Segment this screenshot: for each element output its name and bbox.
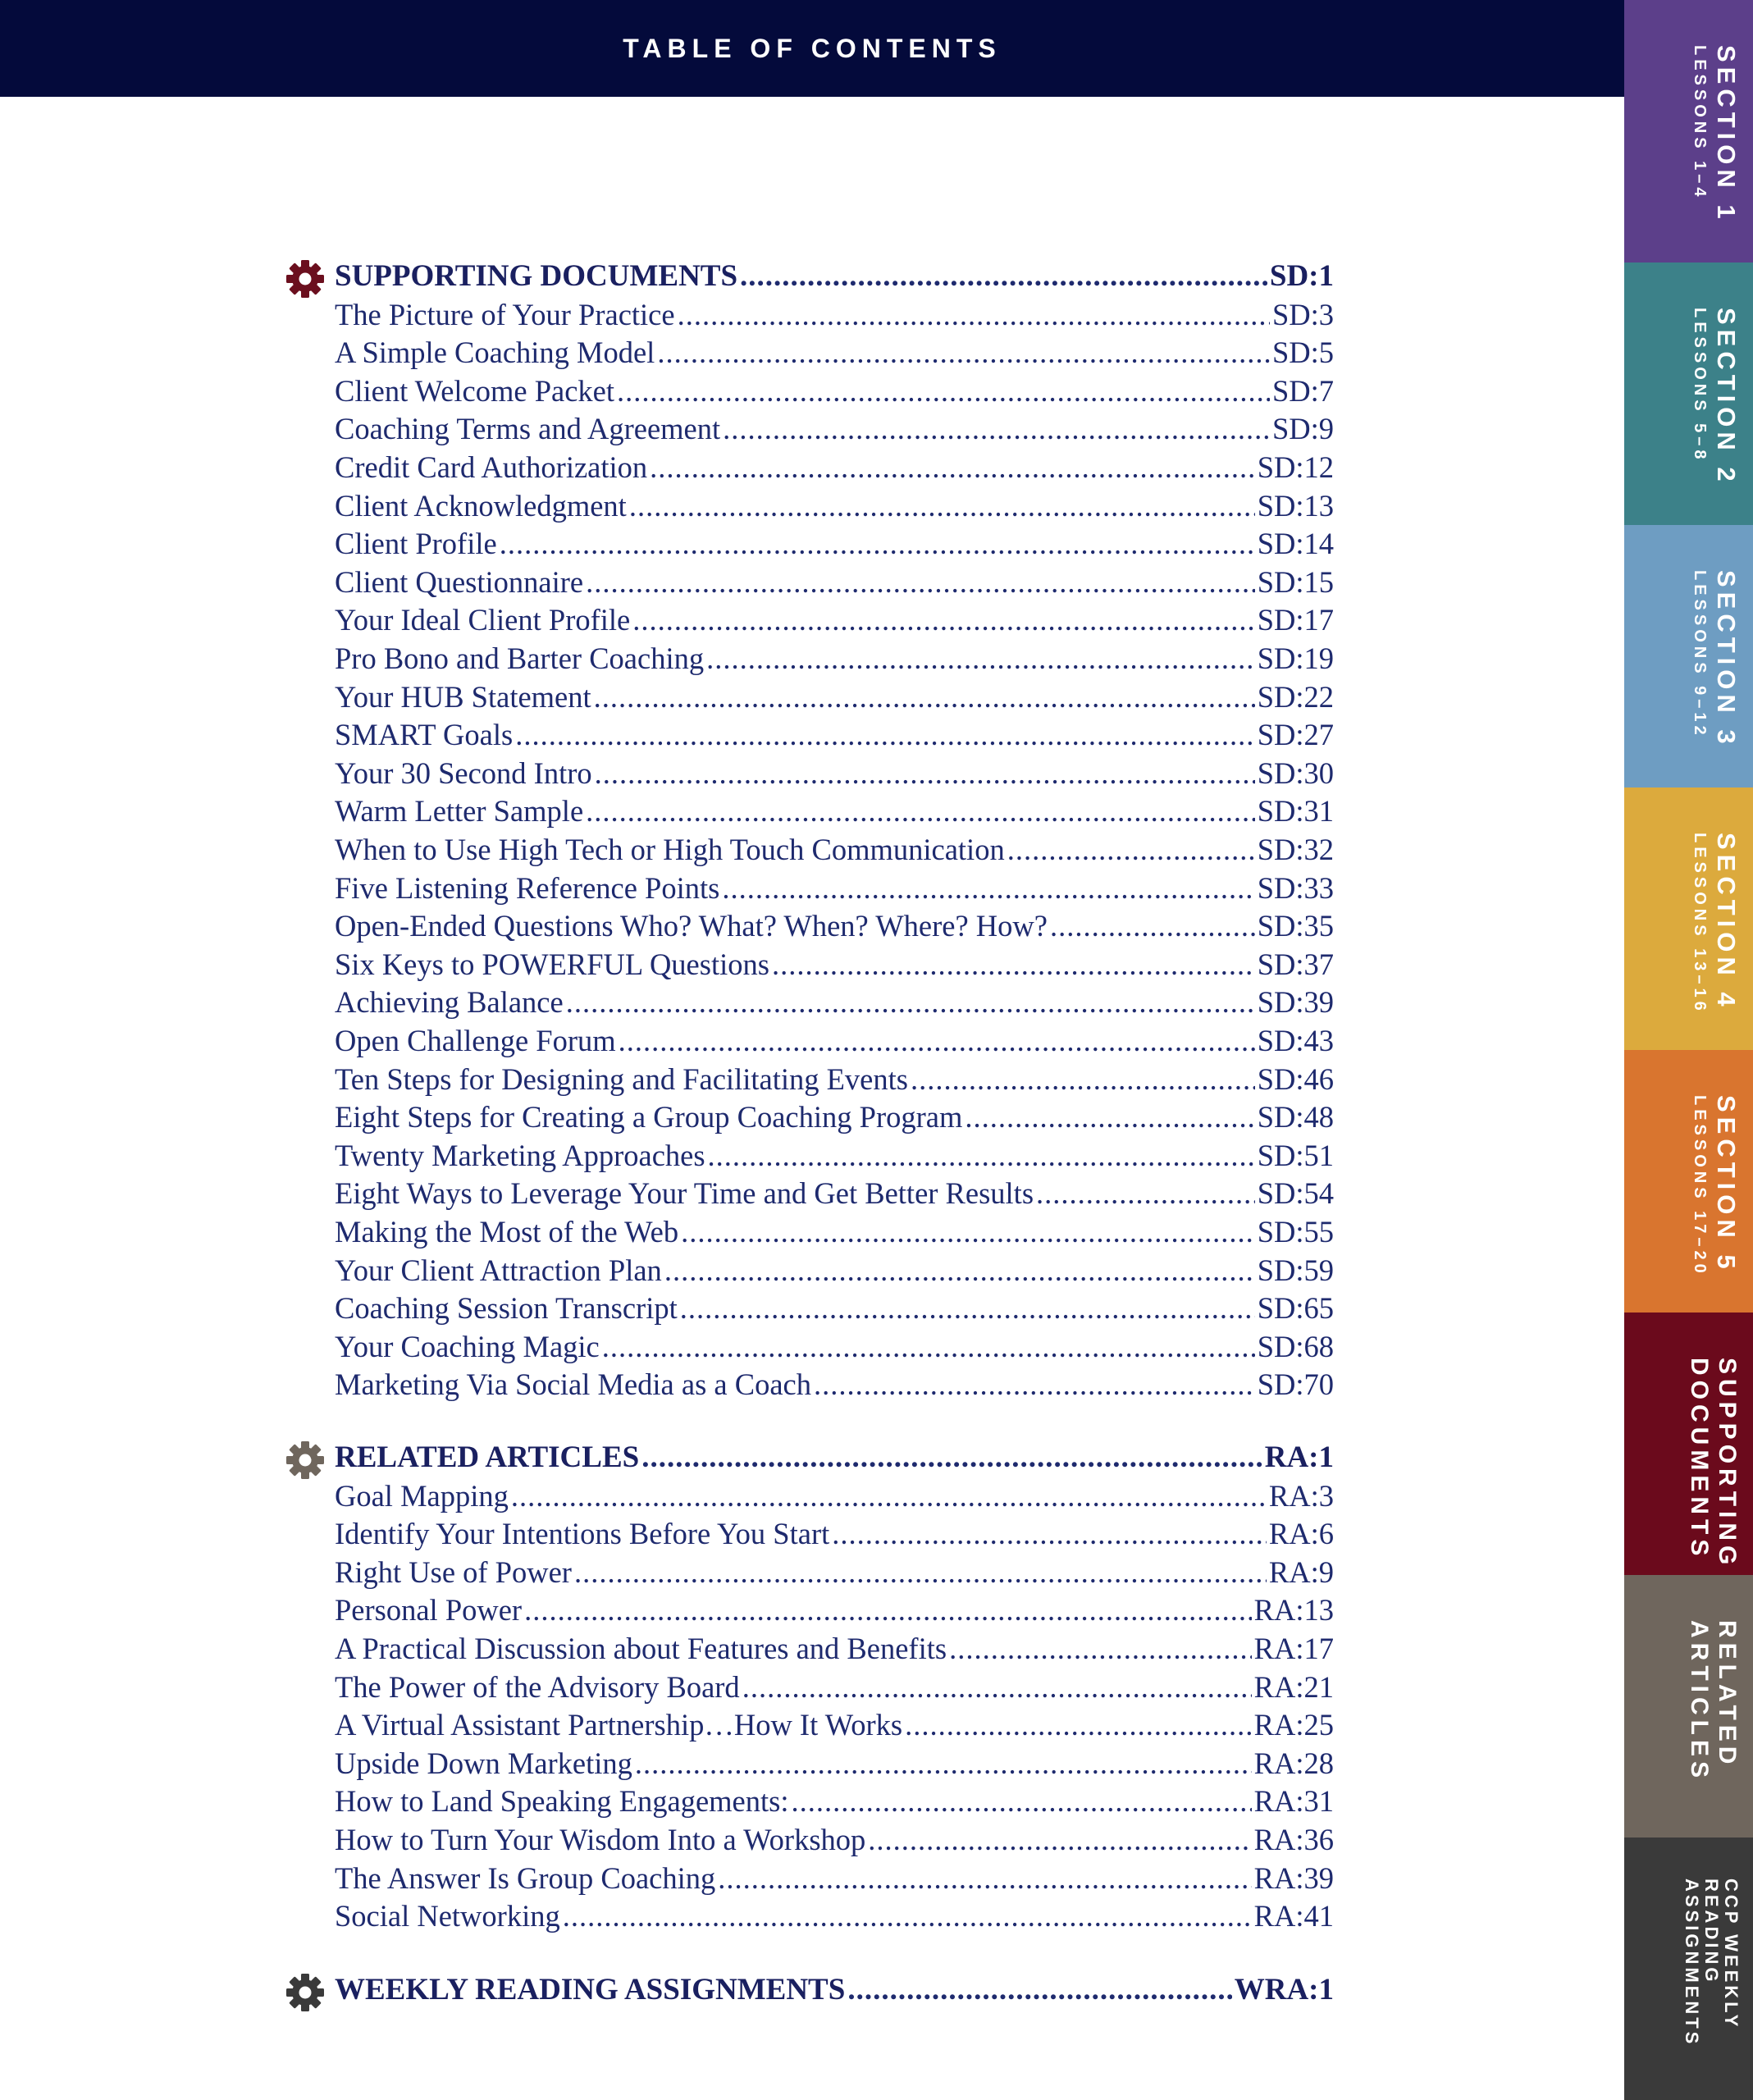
toc-entry[interactable] — [335, 1098, 1334, 1136]
entry-label: Client Welcome Packet — [335, 373, 615, 408]
entry-label: Ten Steps for Designing and Facilitating Events — [335, 1061, 908, 1096]
entry-label: The Answer Is Group Coaching — [335, 1860, 716, 1895]
dot-leader — [641, 1439, 1262, 1477]
entry-label: Client Acknowledgment — [335, 488, 627, 523]
dot-leader — [905, 1706, 1252, 1744]
page-title: TABLE OF CONTENTS — [623, 33, 1002, 63]
entry-page-number: SD:30 — [1257, 756, 1334, 790]
entry-label: When to Use High Tech or High Touch Communication — [335, 833, 1005, 866]
toc-entry[interactable] — [335, 1783, 1334, 1820]
entry-page-number: RA:21 — [1253, 1669, 1334, 1704]
toc-entry[interactable] — [335, 296, 1334, 334]
toc-entry[interactable] — [335, 487, 1334, 525]
toc-entry[interactable] — [335, 1137, 1334, 1175]
section-tabs — [1624, 0, 1753, 2048]
entry-page-number: SD:43 — [1257, 1024, 1334, 1057]
toc-entry[interactable] — [335, 716, 1334, 754]
entry-page-number: SD:35 — [1257, 909, 1334, 943]
tab-label-secondary: READING — [1701, 1879, 1722, 1985]
dot-leader — [566, 984, 1255, 1021]
toc-entry[interactable] — [335, 449, 1334, 486]
toc-entry[interactable] — [335, 870, 1334, 907]
entry-label: Twenty Marketing Approaches — [335, 1138, 705, 1172]
toc-entry[interactable] — [335, 1022, 1334, 1060]
dot-leader — [1036, 1175, 1255, 1212]
section-heading[interactable] — [335, 1439, 1334, 1477]
tab-label-primary: SECTION 4 — [1712, 833, 1741, 1011]
entry-page-number: RA:9 — [1268, 1554, 1334, 1589]
toc-entry[interactable] — [335, 640, 1334, 678]
tab-label-secondary: DOCUMENTS — [1686, 1358, 1713, 1561]
tab-related-articles[interactable] — [1624, 1575, 1753, 1838]
entry-label: Making the Most of the Web — [335, 1215, 679, 1249]
gear-icon — [285, 258, 326, 299]
tab-label-primary: SECTION 1 — [1712, 45, 1741, 224]
dot-leader — [563, 1897, 1252, 1935]
dot-leader — [657, 334, 1270, 372]
entry-label: Social Networking — [335, 1899, 560, 1933]
dot-leader — [949, 1630, 1252, 1668]
tab-label-primary: SECTION 3 — [1712, 570, 1741, 749]
toc-entry[interactable] — [335, 1366, 1334, 1404]
dot-leader — [524, 1591, 1252, 1629]
entry-page-number: SD:59 — [1257, 1253, 1334, 1287]
section-heading[interactable] — [335, 1971, 1334, 2009]
gear-icon — [285, 1440, 326, 1481]
entry-page-number: SD:5 — [1271, 336, 1334, 370]
tab-section-2-lessons-5-8[interactable] — [1624, 262, 1753, 525]
dot-leader — [708, 1137, 1255, 1175]
toc-entry[interactable] — [335, 792, 1334, 830]
entry-label: Personal Power — [335, 1593, 523, 1628]
dot-leader — [650, 449, 1255, 486]
entry-page-number: RA:31 — [1253, 1784, 1334, 1819]
entry-page-number: SD:54 — [1257, 1176, 1334, 1211]
dot-leader — [1007, 831, 1255, 869]
entry-label: Coaching Session Transcript — [335, 1291, 678, 1326]
dot-leader — [635, 1745, 1252, 1783]
entry-label: Your Coaching Magic — [335, 1329, 600, 1363]
entry-label: Six Keys to POWERFUL Questions — [335, 947, 769, 981]
tab-label-secondary: LESSONS 13–16 — [1691, 833, 1709, 1015]
dot-leader — [617, 372, 1270, 410]
toc-entry[interactable] — [335, 1591, 1334, 1629]
section-heading[interactable] — [335, 258, 1334, 295]
entry-page-number: SD:32 — [1257, 833, 1334, 866]
entry-page-number: SD:51 — [1257, 1138, 1334, 1172]
toc-entry[interactable] — [335, 564, 1334, 601]
toc-entry[interactable] — [335, 1515, 1334, 1553]
entry-page-number: SD:31 — [1257, 794, 1334, 829]
entry-page-number: SD:14 — [1257, 527, 1334, 561]
toc-entry[interactable] — [335, 372, 1334, 410]
toc-entry[interactable] — [335, 1252, 1334, 1290]
toc-entry[interactable] — [335, 1745, 1334, 1783]
dot-leader — [586, 564, 1255, 601]
entry-page-number: SD:19 — [1257, 641, 1334, 675]
entry-label: Coaching Terms and Agreement — [335, 412, 721, 446]
toc-entry[interactable] — [335, 678, 1334, 716]
tab-section-1-lessons-1-4[interactable] — [1624, 0, 1753, 262]
toc-entry[interactable] — [335, 984, 1334, 1021]
entry-label: How to Land Speaking Engagements: — [335, 1784, 789, 1819]
toc-entry[interactable] — [335, 907, 1334, 945]
entry-label: Credit Card Authorization — [335, 450, 648, 484]
section-heading-label: WEEKLY READING ASSIGNMENTS — [335, 1973, 846, 2006]
entry-label: Your HUB Statement — [335, 679, 591, 714]
toc-entry[interactable] — [335, 1630, 1334, 1668]
entry-label: Your Client Attraction Plan — [335, 1253, 662, 1287]
dot-leader — [511, 1477, 1267, 1515]
toc-entry[interactable] — [335, 755, 1334, 792]
tab-label-secondary: LESSONS 9–12 — [1691, 570, 1709, 739]
entry-label: Goal Mapping — [335, 1478, 509, 1513]
dot-leader — [742, 1669, 1252, 1706]
entry-page-number: SD:13 — [1257, 488, 1334, 523]
entry-page-number: SD:55 — [1257, 1215, 1334, 1249]
dot-leader — [586, 792, 1255, 830]
dot-leader — [574, 1554, 1267, 1591]
entry-label: Your Ideal Client Profile — [335, 603, 631, 637]
toc-entry[interactable] — [335, 525, 1334, 563]
gear-icon — [285, 1972, 326, 2013]
dot-leader — [832, 1515, 1267, 1553]
entry-page-number: SD:22 — [1257, 679, 1334, 714]
entry-label: A Practical Discussion about Features and Benefits — [335, 1632, 947, 1665]
tab-label-primary: RELATED — [1714, 1620, 1741, 1769]
entry-label: Identify Your Intentions Before You Start — [335, 1517, 830, 1551]
dot-leader — [722, 870, 1254, 907]
entry-page-number: SD:12 — [1257, 450, 1334, 484]
entry-label: A Simple Coaching Model — [335, 336, 655, 370]
entry-page-number: SD:37 — [1257, 947, 1334, 981]
tab-label-tertiary: ASSIGNMENTS — [1682, 1879, 1702, 2048]
tab-section-3-lessons-9-12[interactable] — [1624, 525, 1753, 788]
tab-supporting-documents[interactable] — [1624, 1312, 1753, 1575]
entry-label: The Picture of Your Practice — [335, 297, 675, 331]
toc-entry[interactable] — [335, 1477, 1334, 1515]
dot-leader — [718, 1860, 1251, 1897]
toc-entry[interactable] — [335, 601, 1334, 639]
entry-label: Right Use of Power — [335, 1554, 572, 1589]
tab-ccp-weekly-reading[interactable] — [1624, 1838, 1753, 2100]
toc-entry[interactable] — [335, 1554, 1334, 1591]
dot-leader — [602, 1328, 1255, 1366]
entry-page-number: SD:46 — [1257, 1061, 1334, 1096]
entry-label: A Virtual Assistant Partnership…How It Works — [335, 1708, 903, 1742]
entry-page-number: SD:70 — [1257, 1367, 1334, 1402]
dot-leader — [680, 1290, 1255, 1327]
toc-entry[interactable] — [335, 831, 1334, 869]
dot-leader — [723, 410, 1270, 448]
entry-label: The Power of the Advisory Board — [335, 1669, 740, 1704]
entry-page-number: RA:3 — [1268, 1478, 1334, 1513]
entry-page-number: SD:65 — [1257, 1291, 1334, 1326]
tab-section-4-lessons-13-16[interactable] — [1624, 788, 1753, 1050]
tab-label-primary: CCP WEEKLY — [1721, 1879, 1742, 2030]
entry-page-number: RA:25 — [1253, 1708, 1334, 1742]
dot-leader — [847, 1971, 1231, 2009]
entry-label: Warm Letter Sample — [335, 794, 584, 829]
entry-page-number: SD:3 — [1271, 297, 1334, 331]
entry-page-number: SD:7 — [1271, 373, 1334, 408]
entry-page-number: RA:13 — [1253, 1593, 1334, 1628]
entry-page-number: SD:15 — [1257, 564, 1334, 599]
entry-label: Five Listening Reference Points — [335, 870, 720, 905]
entry-label: Eight Ways to Leverage Your Time and Get Better Results — [335, 1176, 1034, 1211]
toc-entry[interactable] — [335, 410, 1334, 448]
toc-entry[interactable] — [335, 946, 1334, 984]
entry-label: SMART Goals — [335, 718, 514, 752]
dot-leader — [965, 1098, 1254, 1136]
tab-label-primary: SECTION 2 — [1712, 308, 1741, 486]
toc-entry[interactable] — [335, 1669, 1334, 1706]
toc-entry[interactable] — [335, 1061, 1334, 1098]
entry-label: Client Profile — [335, 527, 497, 561]
toc-entry[interactable] — [335, 1821, 1334, 1859]
toc-entry[interactable] — [335, 1213, 1334, 1251]
entry-label: How to Turn Your Wisdom Into a Workshop — [335, 1823, 866, 1856]
entry-page-number: RA:28 — [1253, 1746, 1334, 1780]
toc-entry[interactable] — [335, 1897, 1334, 1935]
entry-label: Open Challenge Forum — [335, 1024, 616, 1057]
entry-label: Open-Ended Questions Who? What? When? Where? How? — [335, 909, 1048, 943]
tab-section-5-lessons-17-20[interactable] — [1624, 1050, 1753, 1312]
dot-leader — [681, 1213, 1255, 1251]
dot-leader — [632, 601, 1254, 639]
entry-label: Pro Bono and Barter Coaching — [335, 641, 705, 675]
dot-leader — [740, 258, 1267, 295]
entry-page-number: RA:6 — [1268, 1517, 1334, 1551]
entry-page-number: SD:27 — [1257, 718, 1334, 752]
dot-leader — [500, 525, 1255, 563]
toc-entry[interactable] — [335, 1328, 1334, 1366]
entry-page-number: SD:39 — [1257, 985, 1334, 1020]
dot-leader — [814, 1366, 1255, 1404]
dot-leader — [1050, 907, 1255, 945]
entry-page-number: SD:68 — [1257, 1329, 1334, 1363]
dot-leader — [594, 678, 1255, 716]
entry-label: Client Questionnaire — [335, 564, 584, 599]
dot-leader — [595, 755, 1255, 792]
entry-label: Your 30 Second Intro — [335, 756, 592, 790]
entry-label: Eight Steps for Creating a Group Coaching Program — [335, 1100, 963, 1134]
dot-leader — [911, 1061, 1255, 1098]
dot-leader — [619, 1022, 1255, 1060]
tab-label-secondary: LESSONS 17–20 — [1691, 1095, 1709, 1277]
entry-page-number: RA:39 — [1253, 1860, 1334, 1895]
tab-label-primary: SUPPORTING — [1714, 1358, 1741, 1570]
dot-leader — [772, 946, 1255, 984]
toc-entry[interactable] — [335, 1175, 1334, 1212]
section-page-number: SD:1 — [1269, 259, 1334, 293]
entry-page-number: RA:41 — [1253, 1899, 1334, 1933]
entry-label: Marketing Via Social Media as a Coach — [335, 1367, 811, 1402]
section-heading-label: SUPPORTING DOCUMENTS — [335, 259, 738, 293]
entry-page-number: SD:17 — [1257, 603, 1334, 637]
tab-label-secondary: LESSONS 5–8 — [1691, 308, 1709, 463]
section-heading-label: RELATED ARTICLES — [335, 1440, 640, 1474]
entry-page-number: SD:9 — [1271, 412, 1334, 446]
toc-entry[interactable] — [335, 1860, 1334, 1897]
entry-page-number: SD:33 — [1257, 870, 1334, 905]
tab-label-secondary: ARTICLES — [1686, 1620, 1713, 1783]
section-page-number: WRA:1 — [1234, 1973, 1334, 2006]
entry-page-number: SD:48 — [1257, 1100, 1334, 1134]
dot-leader — [678, 296, 1270, 334]
toc-entry[interactable] — [335, 334, 1334, 372]
tab-label-primary: SECTION 5 — [1712, 1095, 1741, 1274]
toc-entry[interactable] — [335, 1290, 1334, 1327]
dot-leader — [706, 640, 1255, 678]
dot-leader — [868, 1821, 1251, 1859]
tab-label-secondary: LESSONS 1–4 — [1691, 45, 1709, 201]
entry-label: Upside Down Marketing — [335, 1746, 632, 1780]
entry-page-number: RA:17 — [1253, 1632, 1334, 1665]
dot-leader — [629, 487, 1255, 525]
entry-page-number: RA:36 — [1253, 1823, 1334, 1856]
dot-leader — [664, 1252, 1255, 1290]
toc-entry[interactable] — [335, 1706, 1334, 1744]
dot-leader — [515, 716, 1255, 754]
dot-leader — [791, 1783, 1251, 1820]
section-page-number: RA:1 — [1264, 1440, 1334, 1474]
entry-label: Achieving Balance — [335, 985, 564, 1020]
